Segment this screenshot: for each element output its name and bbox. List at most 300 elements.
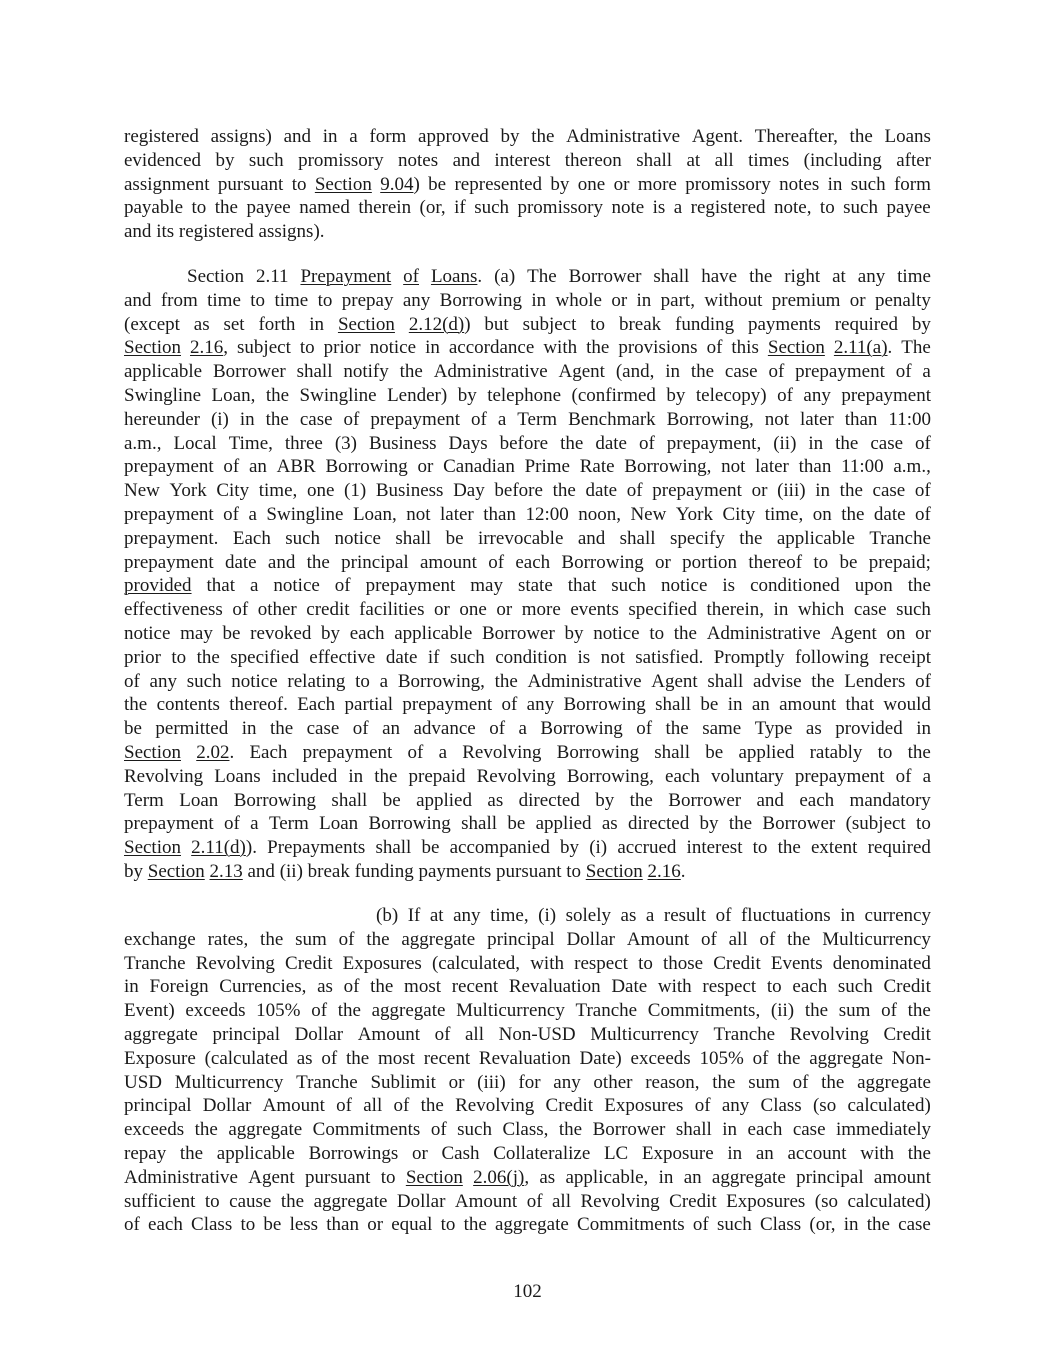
word [833, 952, 931, 976]
word [839, 999, 871, 1023]
word [687, 836, 743, 860]
word [408, 904, 421, 928]
word [616, 360, 655, 384]
word [285, 527, 320, 551]
text-run: to [590, 313, 606, 335]
text-run: (ii) [770, 1000, 795, 1022]
word [566, 928, 615, 952]
text-run: be [222, 622, 241, 644]
word [455, 1190, 517, 1214]
text-run: case [299, 408, 333, 430]
text-run: in [531, 289, 547, 311]
word [850, 789, 931, 813]
text-run: of [526, 1190, 543, 1212]
text-run: notice [231, 670, 278, 692]
word [217, 1142, 295, 1166]
word [869, 551, 931, 575]
text-run: the [907, 1000, 931, 1022]
word [196, 952, 275, 976]
text-run: as [193, 313, 210, 335]
text-run: the [306, 551, 330, 573]
text-run: more [637, 173, 677, 195]
word [280, 860, 303, 884]
word [611, 574, 646, 598]
word [290, 1213, 319, 1237]
text-run: Amount [357, 1023, 420, 1045]
text-run: each [792, 976, 828, 998]
text-run: Administrative [433, 361, 548, 383]
word [425, 336, 440, 360]
text-run: in [322, 126, 338, 147]
text-run: or [417, 456, 434, 478]
word [180, 622, 213, 646]
word [648, 860, 686, 884]
text-run: as [601, 813, 618, 835]
word [844, 1213, 859, 1237]
word [748, 551, 802, 575]
text-run: prepayment [841, 384, 931, 406]
text-run: the [866, 1214, 890, 1236]
text-run: of [777, 384, 793, 406]
text-run: York [169, 480, 207, 502]
text-run: ratably [809, 741, 863, 763]
text-run: penalty [874, 289, 931, 311]
word [705, 741, 723, 765]
text-run: note, [774, 197, 812, 219]
word [495, 1213, 569, 1237]
word [722, 503, 755, 527]
text-run: prepayment [365, 575, 456, 597]
text-run: such [285, 527, 321, 549]
word [284, 125, 311, 149]
text-run: in [727, 1142, 743, 1164]
text-run: payee [246, 197, 291, 219]
text-run: and [247, 860, 275, 882]
text-run: case [306, 718, 340, 740]
word [203, 1094, 252, 1118]
text-run: . [887, 337, 893, 359]
word [314, 1190, 388, 1214]
paragraph-notes-continuation [124, 125, 931, 244]
text-run: conditioned [750, 575, 840, 597]
text-run: to [171, 646, 187, 668]
text-line [124, 265, 931, 289]
text-run: to [204, 1190, 220, 1212]
text-run: (or, [809, 1214, 836, 1236]
word [341, 551, 409, 575]
text-run: Time, [228, 432, 273, 454]
word [124, 1213, 140, 1237]
text-run: in [665, 361, 680, 383]
word [124, 149, 201, 173]
text-run: a [673, 197, 683, 219]
word [792, 975, 827, 999]
word [196, 741, 234, 765]
word [464, 1213, 487, 1237]
word [886, 196, 930, 220]
text-run: right [784, 266, 821, 287]
word [228, 1118, 302, 1142]
text-run: to [240, 1214, 256, 1236]
text-run: the [739, 527, 763, 549]
word [805, 999, 828, 1023]
word [759, 928, 775, 952]
text-run: Revaluation [478, 1047, 571, 1069]
word [494, 479, 543, 503]
word [653, 196, 666, 220]
word [300, 336, 315, 360]
text-run: City [216, 480, 250, 502]
text-run: the [673, 622, 697, 644]
text-run: prepayment [302, 741, 393, 763]
word [777, 384, 793, 408]
word [739, 527, 762, 551]
text-line [124, 220, 931, 244]
text-run: or [496, 599, 513, 621]
word [850, 289, 866, 313]
text-run: amount [419, 551, 477, 573]
text-run: from [160, 289, 198, 311]
text-run: sufficient [124, 1190, 196, 1212]
word [292, 173, 307, 197]
word [248, 860, 275, 884]
word [124, 1190, 195, 1214]
word [638, 173, 677, 197]
text-run: the [849, 126, 873, 147]
word [614, 173, 630, 197]
text-run: case [724, 361, 758, 383]
word [756, 789, 783, 813]
text-run: Borrower [668, 789, 742, 811]
text-run: may [180, 622, 213, 644]
text-run: in [348, 765, 364, 787]
text-run: the [777, 1047, 801, 1069]
word [767, 975, 782, 999]
text-run: Exposures [604, 1095, 684, 1117]
word [233, 527, 271, 551]
text-run: the [260, 928, 284, 950]
text-run: prepayment [370, 408, 461, 430]
word [850, 125, 873, 149]
text-run: Borrowing [561, 551, 644, 573]
word [727, 1142, 742, 1166]
text-run: repay [124, 1142, 167, 1164]
word [305, 1166, 370, 1190]
word [321, 622, 340, 646]
word [242, 717, 257, 741]
text-run: Lender) [387, 384, 448, 406]
text-run: Each [297, 694, 336, 716]
text-run: at [429, 905, 444, 926]
text-run: Loans [884, 126, 931, 147]
word [307, 479, 334, 503]
text-run: by [560, 837, 580, 859]
word [700, 812, 719, 836]
word [860, 1142, 894, 1166]
word [259, 479, 298, 503]
word [559, 1118, 582, 1142]
text-run: respect [574, 952, 628, 974]
word [580, 1190, 659, 1214]
word [707, 598, 765, 622]
word [258, 598, 297, 622]
text-run: prepayment [124, 456, 214, 478]
text-run: a [379, 670, 389, 692]
text-run: Borrowing [233, 789, 317, 811]
text-run: (a) [494, 266, 516, 287]
word [627, 928, 689, 952]
section-reference-link: Section [124, 837, 181, 859]
word [409, 313, 471, 337]
word [577, 646, 590, 670]
text-run: (except [124, 313, 180, 335]
word [811, 836, 857, 860]
text-run: Tranche [713, 1023, 776, 1045]
word [528, 670, 642, 694]
word [531, 289, 546, 313]
word [148, 860, 205, 884]
word [915, 479, 931, 503]
text-run: Each [232, 527, 271, 549]
text-run: The [527, 266, 557, 287]
word [215, 149, 234, 173]
word [800, 408, 834, 432]
text-run: notice [593, 622, 640, 644]
word [400, 360, 423, 384]
text-run: Amount [454, 1190, 518, 1212]
text-run: the [629, 789, 653, 811]
text-run: interest [686, 837, 743, 859]
word [586, 336, 609, 360]
text-run: applicable [124, 361, 203, 383]
text-run: to [299, 337, 315, 359]
text-run: the [560, 432, 584, 454]
text-run: aggregate [857, 1071, 931, 1093]
text-run: at [686, 149, 701, 171]
word [843, 196, 878, 220]
text-run: equal [391, 1214, 433, 1236]
text-line [124, 149, 931, 173]
text-run: prepayment, [666, 432, 762, 454]
text-run: or [915, 622, 931, 644]
text-run: form [369, 126, 407, 147]
text-run: one [306, 480, 335, 502]
word [124, 313, 180, 337]
text-run: voluntary [710, 765, 784, 787]
text-line [124, 432, 931, 456]
word [915, 670, 931, 694]
word [636, 717, 652, 741]
text-run: telephone [487, 384, 562, 406]
text-run: to [877, 741, 893, 763]
word [124, 999, 175, 1023]
text-run: ) [413, 173, 420, 195]
text-run: in [808, 432, 824, 454]
word [369, 432, 437, 456]
text-run: forth [258, 313, 296, 335]
word [124, 527, 218, 551]
text-run: any [803, 384, 831, 406]
text-run: shall [653, 266, 690, 287]
text-run: of [792, 1071, 809, 1093]
text-run: of [471, 408, 487, 430]
word [675, 313, 734, 337]
word [611, 289, 627, 313]
word [667, 408, 754, 432]
text-run: assigns). [258, 221, 325, 243]
text-run: Revolving [580, 1190, 660, 1212]
word [912, 313, 931, 337]
word [124, 693, 147, 717]
text-run: if [427, 646, 440, 668]
word [124, 836, 181, 860]
word [223, 455, 239, 479]
word [836, 1118, 931, 1142]
text-run: the [907, 1142, 931, 1164]
text-run: prepayment [124, 551, 214, 573]
word [619, 313, 661, 337]
word [210, 860, 243, 884]
word [701, 265, 737, 289]
text-run: assignment [124, 173, 210, 195]
text-run: the [194, 1119, 218, 1141]
word [874, 503, 906, 527]
word [553, 479, 576, 503]
section-reference-link: Section [147, 860, 205, 882]
word [124, 765, 203, 789]
text-run: Borrowing [563, 694, 646, 716]
text-run: such [248, 149, 284, 171]
text-run: of [501, 694, 518, 716]
word [691, 360, 714, 384]
word [148, 1213, 183, 1237]
word [580, 1047, 622, 1071]
word [507, 812, 525, 836]
word [495, 646, 567, 670]
word [412, 1142, 428, 1166]
text-run: of [232, 599, 249, 621]
text-run: Agent [651, 670, 698, 692]
word [765, 503, 804, 527]
word [307, 717, 340, 741]
text-run: Rate [579, 456, 615, 478]
word [628, 598, 697, 622]
word [658, 975, 692, 999]
word [771, 952, 823, 976]
word [440, 503, 474, 527]
text-run: solely [565, 905, 612, 926]
word [845, 408, 878, 432]
word [753, 836, 768, 860]
text-run: events [570, 599, 619, 621]
word [846, 812, 906, 836]
text-line [124, 975, 931, 999]
text-run: the [821, 1071, 845, 1093]
text-run: case [870, 432, 904, 454]
text-run: of [321, 1047, 338, 1069]
text-line [124, 455, 931, 479]
text-run: (1) [344, 480, 367, 502]
word [207, 574, 236, 598]
word [668, 789, 741, 813]
text-run: mandatory [849, 789, 931, 811]
word [813, 1094, 836, 1118]
word [211, 125, 272, 149]
word [380, 670, 388, 694]
text-run: most [377, 1047, 415, 1069]
text-run: Administrative [527, 670, 642, 692]
text-run: reason, [645, 1071, 700, 1093]
text-run: pursuant [496, 860, 562, 882]
word [741, 904, 831, 928]
text-run: of [636, 718, 653, 740]
word [256, 265, 289, 289]
word [543, 336, 577, 360]
text-line [124, 125, 931, 149]
text-line [124, 1118, 931, 1142]
text-run: of [638, 432, 655, 454]
word [300, 265, 391, 289]
word [771, 999, 794, 1023]
word [215, 196, 238, 220]
text-run: not [406, 503, 431, 525]
text-run: the [345, 1047, 370, 1069]
word [462, 741, 541, 765]
word [779, 173, 819, 197]
text-run: is [577, 646, 591, 668]
text-run: the [337, 1000, 361, 1022]
word [205, 1190, 220, 1214]
word [682, 551, 737, 575]
word [346, 1047, 369, 1071]
text-run: Tranche [575, 1000, 638, 1022]
word [124, 717, 142, 741]
word [707, 622, 821, 646]
word [382, 717, 400, 741]
word [538, 904, 556, 928]
text-run: all [728, 928, 748, 950]
word [728, 693, 743, 717]
text-run: Borrowing [540, 718, 623, 740]
word [367, 1213, 383, 1237]
text-run: in [425, 337, 440, 359]
text-run: and [124, 221, 152, 243]
text-run: the [280, 1190, 305, 1212]
word [180, 1142, 203, 1166]
text-run: be [507, 813, 526, 835]
word [170, 479, 207, 503]
text-run: on [886, 622, 906, 644]
word [760, 1213, 801, 1237]
word [366, 928, 389, 952]
text-run: amount [873, 1166, 931, 1188]
word [806, 717, 822, 741]
text-run: time, [764, 503, 804, 525]
text-run: evidenced [124, 149, 202, 171]
text-run: included [271, 765, 338, 787]
text-run: pursuant [217, 173, 284, 195]
text-run: Commitments [577, 1214, 685, 1236]
word [344, 408, 360, 432]
text-run: Borrowing, [666, 408, 754, 430]
text-run: (so [812, 1095, 837, 1117]
word [249, 149, 284, 173]
word [630, 503, 666, 527]
text-run: one [577, 173, 606, 195]
word [559, 360, 605, 384]
text-run: the [907, 741, 931, 763]
text-run: exchange [124, 928, 196, 950]
